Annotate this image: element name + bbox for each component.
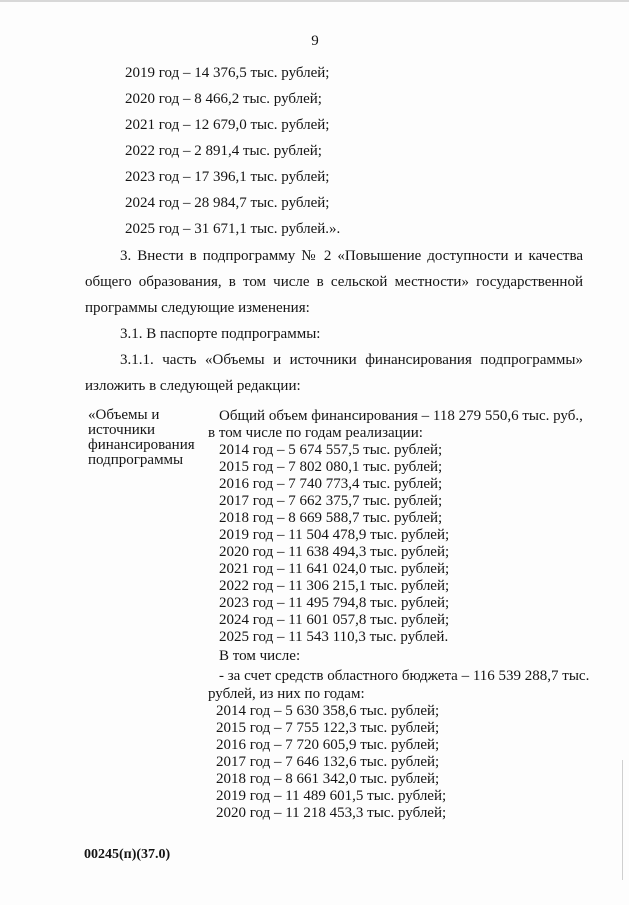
- total-year-line: 2019 год – 11 504 478,9 тыс. рублей;: [219, 527, 450, 543]
- top-year-line: 2023 год – 17 396,1 тыс. рублей;: [125, 169, 330, 185]
- total-year-line: 2016 год – 7 740 773,4 тыс. рублей;: [219, 476, 443, 492]
- total-year-line: 2018 год – 8 669 588,7 тыс. рублей;: [219, 510, 443, 526]
- total-year-line: 2020 год – 11 638 494,3 тыс. рублей;: [219, 544, 450, 560]
- regional-year-line: 2018 год – 8 661 342,0 тыс. рублей;: [216, 771, 440, 787]
- total-line1: Общий объем финансирования – 118 279 550,6 тыс. руб.,: [219, 408, 583, 424]
- table-label-cell: [88, 408, 198, 468]
- regional-year-line: 2015 год – 7 755 122,3 тыс. рублей;: [216, 720, 440, 736]
- label-line: «Объемы и: [88, 407, 160, 423]
- total-year-line: 2025 год – 11 543 110,3 тыс. рублей.: [219, 629, 449, 645]
- total-year-line: 2024 год – 11 601 057,8 тыс. рублей;: [219, 612, 450, 628]
- regional-year-line: 2017 год – 7 646 132,6 тыс. рублей;: [216, 754, 440, 770]
- including-label: В том числе:: [219, 648, 301, 664]
- regional-year-line: 2014 год – 5 630 358,6 тыс. рублей;: [216, 703, 440, 719]
- regional-year-line: 2019 год – 11 489 601,5 тыс. рублей;: [216, 788, 447, 804]
- regional-year-line: 2016 год – 7 720 605,9 тыс. рублей;: [216, 737, 440, 753]
- total-line2: в том числе по годам реализации:: [208, 425, 423, 441]
- top-year-line: 2020 год – 8 466,2 тыс. рублей;: [125, 91, 322, 107]
- para3-line1: 3. Внести в подпрограмму № 2 «Повышение доступности и качества: [120, 248, 583, 264]
- top-year-line: 2022 год – 2 891,4 тыс. рублей;: [125, 143, 322, 159]
- para3-line3: программы следующие изменения:: [85, 300, 310, 316]
- scan-edge-mark: [622, 760, 623, 880]
- regional-line1: - за счет средств областного бюджета – 116 539 288,7 тыс.: [219, 668, 590, 684]
- total-year-line: 2021 год – 11 641 024,0 тыс. рублей;: [219, 561, 450, 577]
- top-year-line: 2021 год – 12 679,0 тыс. рублей;: [125, 117, 330, 133]
- para311-line1: 3.1.1. часть «Объемы и источники финансирования подпрограммы»: [120, 352, 583, 368]
- label-line: источники: [88, 422, 156, 438]
- label-line: финансирования: [88, 437, 195, 453]
- top-year-line: 2025 год – 31 671,1 тыс. рублей.».: [125, 221, 341, 237]
- top-year-line: 2024 год – 28 984,7 тыс. рублей;: [125, 195, 330, 211]
- footer-document-code: 00245(п)(37.0): [84, 847, 171, 862]
- total-year-line: 2017 год – 7 662 375,7 тыс. рублей;: [219, 493, 443, 509]
- regional-line2: рублей, из них по годам:: [208, 686, 365, 702]
- top-year-line: 2019 год – 14 376,5 тыс. рублей;: [125, 65, 330, 81]
- total-year-line: 2023 год – 11 495 794,8 тыс. рублей;: [219, 595, 450, 611]
- total-year-line: 2022 год – 11 306 215,1 тыс. рублей;: [219, 578, 450, 594]
- label-line: подпрограммы: [88, 452, 184, 468]
- total-year-line: 2015 год – 7 802 080,1 тыс. рублей;: [219, 459, 443, 475]
- page-number: 9: [311, 33, 319, 49]
- para31: 3.1. В паспорте подпрограммы:: [120, 326, 321, 342]
- scan-edge-top: [0, 0, 629, 2]
- para3-line2: общего образования, в том числе в сельской местности» государственной: [85, 274, 583, 290]
- regional-year-line: 2020 год – 11 218 453,3 тыс. рублей;: [216, 805, 447, 821]
- total-year-line: 2014 год – 5 674 557,5 тыс. рублей;: [219, 442, 443, 458]
- para311-line2: изложить в следующей редакции:: [85, 378, 301, 394]
